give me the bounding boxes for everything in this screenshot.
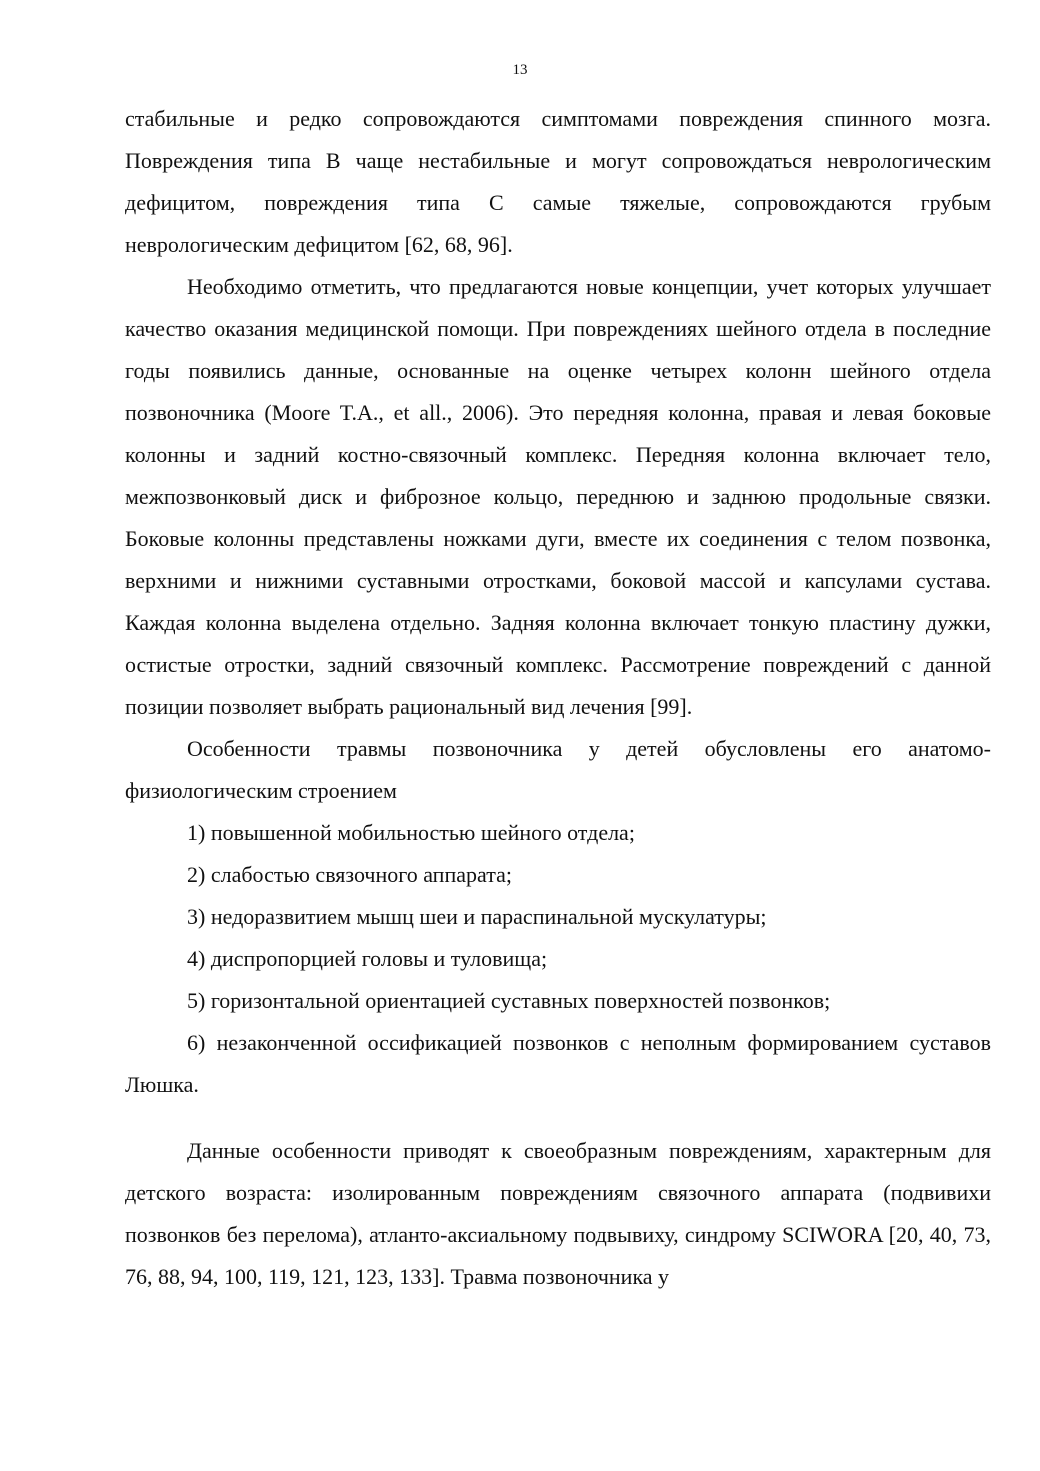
document-body (125, 98, 991, 1298)
list-item: 2) слабостью связочного аппарата; (187, 862, 512, 887)
list-item: 4) диспропорцией головы и туловища; (187, 946, 548, 971)
list-item: 1) повышенной мобильностью шейного отдела; (187, 820, 635, 845)
features-list (125, 812, 991, 1106)
page-number: 13 (512, 62, 528, 78)
paragraph-children-features: Особенности травмы позвоночника у детей обусловлены его анатомо-физиологическим строением (125, 736, 991, 803)
paragraph-continuation: стабильные и редко сопровождаются симптомами повреждения спинного мозга. Повреждения типа В чаще нестабильные и могут сопровождаться неврологическим дефицитом, повреждения типа С самые тяжелые, сопровождаются грубым неврологическим дефицитом [62, 68, 96]. (125, 106, 991, 257)
list-item: 5) горизонтальной ориентацией суставных поверхностей позвонков; (187, 988, 831, 1013)
list-item: 6) незаконченной оссификацией позвонков с неполным формированием суставов Люшка. (125, 1030, 991, 1097)
paragraph-four-columns: Необходимо отметить, что предлагаются новые концепции, учет которых улучшает качество оказания медицинской помощи. При повреждениях шейного отдела в последние годы появились данные, основанные на оценке четырех колонн шейного отдела позвоночника (Moore T.A., et all., 2006). Это передняя колонна, правая и левая боковые колонны и задний костно-связочный комплекс. Передняя колонна включает тело, межпозвонковый диск и фиброзное кольцо, переднюю и заднюю продольные связки. Боковые колонны представлены ножками дуги, вместе их соединения с телом позвонка, верхними и нижними суставными отростками, боковой массой и капсулами сустава. Каждая колонна выделена отдельно. Задняя колонна включает тонкую пластину дужки, остистые отростки, задний связочный комплекс. Рассмотрение повреждений с данной позиции позволяет выбрать рациональный вид лечения [99]. (125, 274, 991, 719)
list-item: 3) недоразвитием мышц шеи и параспинальной мускулатуры; (187, 904, 767, 929)
paragraph-injuries: Данные особенности приводят к своеобразным повреждениям, характерным для детского возраста: изолированным повреждениям связочного аппарата (подвивихи позвонков без перелома), атланто-аксиальному подвывиху, синдрому SCIWORA [20, 40, 73, 76, 88, 94, 100, 119, 121, 123, 133]. Травма позвоночника у (125, 1138, 991, 1289)
